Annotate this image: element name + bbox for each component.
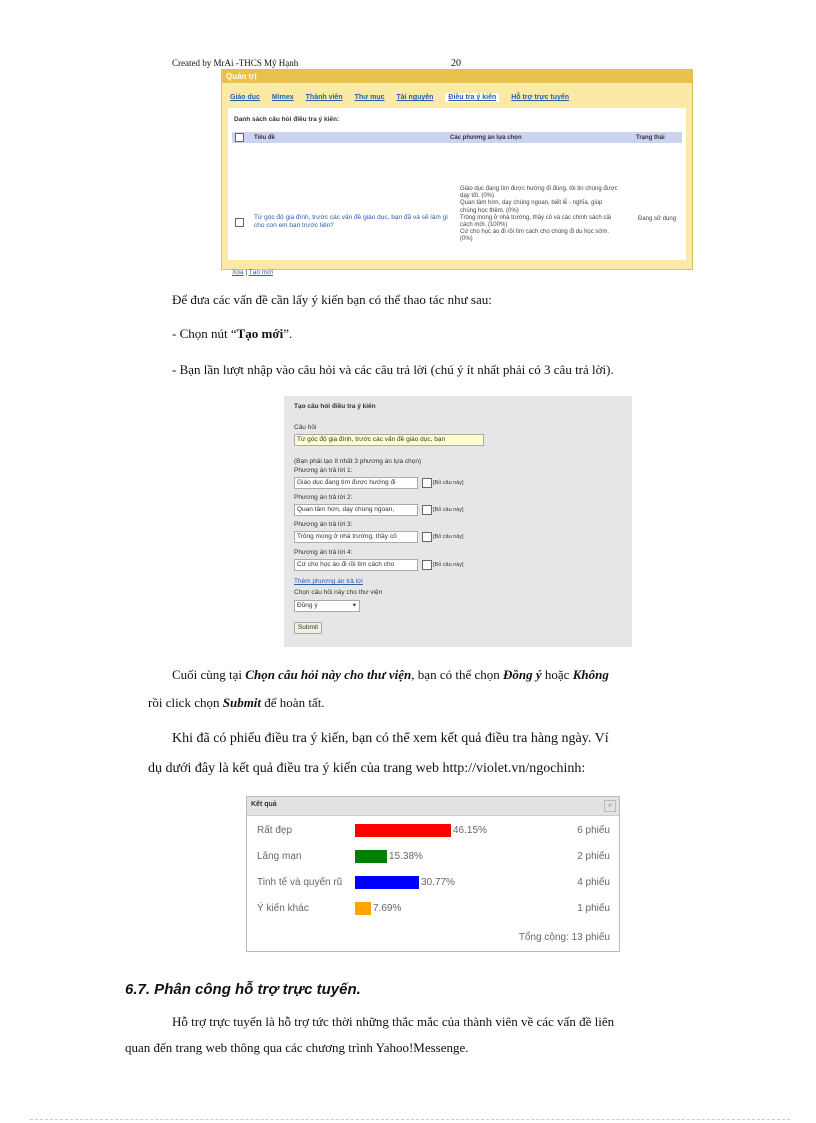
form-title: Tạo câu hỏi điều tra ý kiến	[294, 403, 376, 410]
survey-status: Đang sử dụng	[638, 216, 677, 222]
chart-value-label: 15.38%	[389, 851, 423, 862]
results-chart	[246, 796, 620, 952]
remove-label: [Bỏ câu này]	[433, 562, 464, 568]
remove-checkbox[interactable]	[422, 478, 432, 488]
panel-title: Danh sách câu hỏi điều tra ý kiến:	[234, 116, 340, 123]
paragraph-support-line1: Hỗ trợ trực tuyến là hỗ trợ tức thời những thắc mắc của thành viên về các vấn đề liên	[172, 1014, 615, 1029]
chart-bar	[355, 902, 371, 915]
answer-input[interactable]: Cứ cho học áo đi rồi tìm cách cho	[294, 559, 418, 571]
row-checkbox[interactable]	[235, 218, 244, 227]
paragraph-support-line2: quan đến trang web thông qua các chương trình Yahoo!Messenge.	[125, 1040, 469, 1055]
chart-bar	[355, 850, 387, 863]
remove-checkbox[interactable]	[422, 505, 432, 515]
option: Giáo dục đang tìm được hướng đi đúng, tôi tin chúng được dạy tốt. (0%)	[460, 186, 618, 200]
paragraph-finish-line1: Cuối cùng tại Chọn câu hỏi này cho thư viện, bạn có thể chọn Đồng ý hoặc Không	[172, 667, 609, 682]
page-number: 20	[451, 58, 461, 69]
bottom-divider	[30, 1119, 790, 1120]
chart-category-label: Rất đẹp	[257, 825, 293, 836]
admin-screenshot	[221, 69, 693, 276]
chart-count-label: 4 phiếu	[577, 877, 610, 888]
survey-options	[460, 186, 618, 244]
select-all-checkbox[interactable]	[235, 133, 244, 142]
chart-bar	[355, 824, 451, 837]
remove-label: [Bỏ câu này]	[433, 480, 464, 486]
paragraph-finish-line2: rồi click chọn Submit để hoàn tất.	[148, 695, 325, 710]
answer-label: Phương án trả lời 2:	[294, 494, 353, 501]
admin-nav	[230, 94, 579, 101]
chart-value-label: 30.77%	[421, 877, 455, 888]
option: Cứ cho học áo đi rồi tìm cách cho chúng đi du học sớm. (0%)	[460, 229, 610, 243]
chart-header	[247, 797, 619, 816]
paragraph-step2: - Bạn lần lượt nhập vào câu hỏi và các câu trả lời (chú ý ít nhất phải có 3 câu trả lời).	[172, 362, 614, 377]
chart-title: Kết quả	[251, 801, 277, 808]
survey-list-panel	[228, 108, 686, 276]
remove-checkbox[interactable]	[422, 532, 432, 542]
create-new-link[interactable]: Tạo mới	[248, 269, 273, 276]
chart-count-label: 6 phiếu	[577, 825, 610, 836]
collapse-icon[interactable]: »	[604, 800, 616, 812]
chart-count-label: 2 phiếu	[577, 851, 610, 862]
library-label: Chọn câu hỏi này cho thư viện	[294, 589, 383, 596]
admin-title: Quản trị	[226, 72, 257, 81]
chart-bar	[355, 876, 419, 889]
answer-label: Phương án trả lời 4:	[294, 549, 353, 556]
create-new-emphasis: Tạo mới	[236, 326, 284, 341]
admin-links	[232, 269, 273, 276]
section-heading: 6.7. Phân công hỗ trợ trực tuyến.	[125, 981, 361, 998]
column-options: Các phương án lựa chọn	[450, 135, 522, 141]
chart-total: Tổng cộng: 13 phiếu	[518, 932, 610, 943]
survey-question[interactable]: Từ góc độ gia đình, trước các vấn đề giáo dục, bạn đã và sẽ làm gì cho con em bạn trước tiên?	[254, 214, 448, 229]
nav-item[interactable]: Hỗ trợ trực tuyến	[511, 94, 570, 101]
option: Trông mong ở nhà trường, thầy cô và các chính sách cải cách mới. (100%)	[460, 214, 612, 229]
chart-category-label: Tinh tế và quyến rũ	[257, 877, 343, 888]
answer-label: Phương án trả lời 3:	[294, 521, 353, 528]
chart-count-label: 1 phiếu	[577, 903, 610, 914]
add-answer-link[interactable]: Thêm phương án trả lời	[294, 578, 363, 585]
paragraph-intro: Để đưa các vấn đề cần lấy ý kiến bạn có thể thao tác như sau:	[172, 292, 492, 307]
remove-checkbox[interactable]	[422, 560, 432, 570]
paragraph-results-line1: Khi đã có phiếu điều tra ý kiến, bạn có thể xem kết quả điều tra hàng ngày. Ví	[172, 731, 609, 746]
answer-label: Phương án trả lời 1:	[294, 467, 353, 474]
submit-button[interactable]: Submit	[294, 622, 322, 634]
link-separator: |	[245, 269, 248, 276]
option: Quan tâm hơn, dạy chúng ngoan, biết lễ - nghĩa, giúp chúng học thêm. (0%)	[460, 200, 603, 214]
nav-item[interactable]: Giáo dục	[230, 94, 260, 101]
remove-label: [Bỏ câu này]	[433, 534, 464, 540]
chart-category-label: Lãng mạn	[257, 851, 302, 862]
nav-item[interactable]: Mimex	[271, 94, 294, 101]
answer-input[interactable]: Giáo dục đang tìm được hướng đi	[294, 477, 418, 489]
library-select[interactable]: Đồng ý ▾	[294, 600, 360, 612]
column-status: Trạng thái	[636, 135, 665, 141]
form-note: (Bạn phải tạo ít nhất 3 phương án lựa chọn)	[294, 458, 422, 465]
answer-input[interactable]: Quan tâm hơn, dạy chúng ngoan,	[294, 504, 418, 516]
remove-label: [Bỏ câu này]	[433, 507, 464, 513]
question-input[interactable]: Từ góc độ gia đình, trước các vấn đề giáo dục, bạn	[294, 434, 484, 446]
answer-input[interactable]: Trông mong ở nhà trường, thầy cô	[294, 531, 418, 543]
delete-link[interactable]: Xóa	[232, 269, 244, 276]
chart-value-label: 7.69%	[373, 903, 402, 914]
paragraph-results-line2: dụ dưới đây là kết quả điều tra ý kiến của trang web http://violet.vn/ngochinh:	[148, 761, 586, 776]
paragraph-step1: - Chọn nút “Tạo mới”.	[172, 326, 293, 341]
column-title: Tiêu đề	[254, 135, 275, 141]
header-created-by: Created by MrAi -THCS Mỹ Hạnh	[172, 58, 299, 68]
question-label: Câu hỏi	[294, 424, 317, 431]
nav-item[interactable]: Tài nguyên	[396, 94, 434, 101]
chevron-down-icon: ▾	[352, 602, 356, 609]
chart-value-label: 46.15%	[453, 825, 487, 836]
chart-category-label: Ý kiến khác	[257, 903, 309, 914]
nav-item[interactable]: Thành viên	[305, 94, 343, 101]
nav-item-active[interactable]: Điều tra ý kiến	[445, 93, 499, 102]
create-survey-form-screenshot	[284, 396, 632, 647]
nav-item[interactable]: Thư mục	[354, 94, 385, 101]
